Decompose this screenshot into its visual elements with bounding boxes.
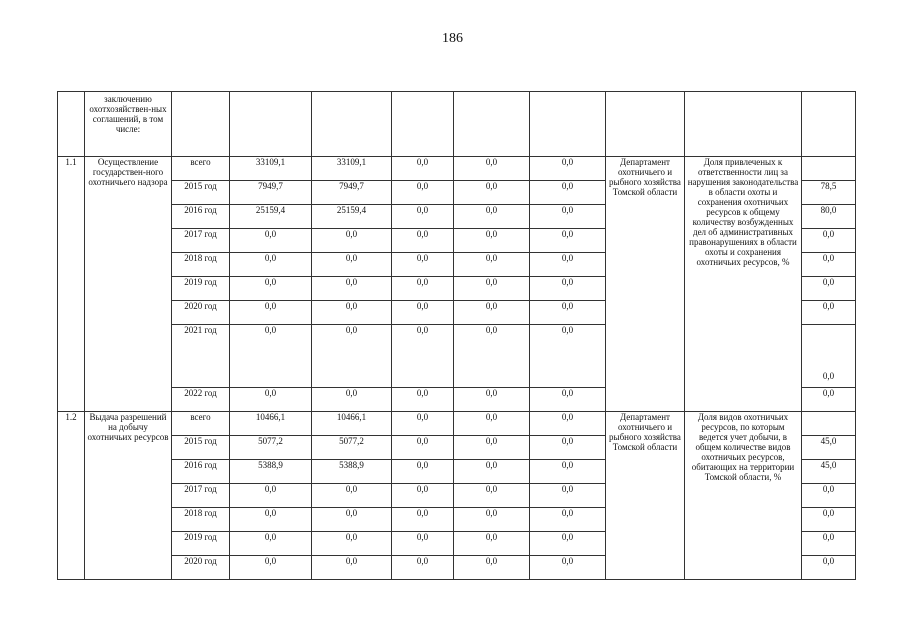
year-cell: всего [172, 412, 230, 436]
value-cell: 33109,1 [230, 157, 312, 181]
value-cell: 0,0 [312, 484, 392, 508]
target-value-cell: 0,0 [802, 484, 856, 508]
value-cell: 0,0 [454, 325, 530, 388]
value-cell: 0,0 [230, 532, 312, 556]
value-cell: 0,0 [454, 460, 530, 484]
value-cell: 0,0 [454, 157, 530, 181]
value-cell: 0,0 [392, 301, 454, 325]
continuation-row [58, 92, 856, 157]
target-value-cell: 45,0 [802, 436, 856, 460]
year-cell: 2018 год [172, 508, 230, 532]
value-cell: 0,0 [312, 556, 392, 580]
year-cell: 2016 год [172, 460, 230, 484]
value-cell: 0,0 [392, 181, 454, 205]
value-cell: 0,0 [454, 205, 530, 229]
value-cell: 0,0 [530, 181, 606, 205]
target-value-cell: 0,0 [802, 508, 856, 532]
value-cell: 0,0 [392, 277, 454, 301]
value-cell: 0,0 [392, 325, 454, 388]
value-cell: 0,0 [454, 532, 530, 556]
value-cell: 0,0 [454, 181, 530, 205]
value-cell: 0,0 [454, 436, 530, 460]
page-number: 186 [442, 31, 463, 46]
value-cell: 7949,7 [312, 181, 392, 205]
target-value-cell: 0,0 [802, 301, 856, 325]
target-value-cell: 0,0 [802, 556, 856, 580]
value-cell: 0,0 [312, 301, 392, 325]
value-cell: 10466,1 [312, 412, 392, 436]
year-cell: 2021 год [172, 325, 230, 388]
value-cell: 0,0 [312, 508, 392, 532]
value-cell: 0,0 [530, 388, 606, 412]
year-cell: 2015 год [172, 436, 230, 460]
value-cell: 0,0 [454, 412, 530, 436]
value-cell: 0,0 [230, 253, 312, 277]
value-cell: 0,0 [454, 229, 530, 253]
section-name: Осуществление государствен-ного охотничьего надзора [85, 157, 172, 412]
value-cell: 0,0 [530, 412, 606, 436]
value-cell: 0,0 [454, 253, 530, 277]
target-value-cell: 78,5 [802, 181, 856, 205]
value-cell: 0,0 [530, 436, 606, 460]
year-cell: 2017 год [172, 484, 230, 508]
value-cell: 0,0 [530, 532, 606, 556]
value-cell: 0,0 [530, 508, 606, 532]
target-value-cell: 0,0 [802, 388, 856, 412]
target-value-cell [802, 412, 856, 436]
value-cell: 0,0 [230, 301, 312, 325]
program-activities-table [57, 91, 856, 580]
responsible-executor: Департамент охотничьего и рыбного хозяйства Томской области [606, 157, 685, 412]
target-value-cell: 80,0 [802, 205, 856, 229]
value-cell: 0,0 [312, 325, 392, 388]
value-cell: 0,0 [312, 388, 392, 412]
value-cell: 0,0 [530, 157, 606, 181]
value-cell: 0,0 [392, 412, 454, 436]
value-cell: 0,0 [230, 484, 312, 508]
value-cell: 0,0 [230, 388, 312, 412]
section-index: 1.1 [58, 157, 85, 412]
year-cell: 2017 год [172, 229, 230, 253]
value-cell: 0,0 [530, 325, 606, 388]
year-cell: 2016 год [172, 205, 230, 229]
value-cell: 0,0 [454, 508, 530, 532]
value-cell: 0,0 [530, 556, 606, 580]
value-cell: 0,0 [392, 484, 454, 508]
value-cell: 5388,9 [312, 460, 392, 484]
value-cell: 10466,1 [230, 412, 312, 436]
value-cell: 0,0 [392, 508, 454, 532]
value-cell: 0,0 [454, 277, 530, 301]
value-cell: 0,0 [530, 277, 606, 301]
continuation-text: заключению охотхозяйствен-ных соглашений, в том числе: [85, 92, 172, 157]
target-value-cell: 0,0 [802, 253, 856, 277]
value-cell: 0,0 [530, 484, 606, 508]
value-cell: 0,0 [392, 229, 454, 253]
value-cell: 0,0 [392, 460, 454, 484]
target-value-cell: 0,0 [802, 229, 856, 253]
value-cell: 0,0 [454, 301, 530, 325]
value-cell: 0,0 [230, 277, 312, 301]
value-cell: 0,0 [392, 253, 454, 277]
index-cell [58, 92, 85, 157]
indicator-name: Доля видов охотничьих ресурсов, по которым ведется учет добычи, в общем количестве видов охотничьих ресурсов, обитающих на территории Томской области, % [685, 412, 802, 580]
value-cell: 0,0 [230, 508, 312, 532]
target-value-cell: 0,0 [802, 532, 856, 556]
year-cell: 2020 год [172, 556, 230, 580]
value-cell: 25159,4 [230, 205, 312, 229]
value-cell: 0,0 [530, 301, 606, 325]
value-cell: 0,0 [230, 325, 312, 388]
target-value-cell: 0,0 [802, 277, 856, 301]
value-cell: 33109,1 [312, 157, 392, 181]
value-cell: 0,0 [312, 253, 392, 277]
value-cell: 0,0 [392, 532, 454, 556]
value-cell: 0,0 [530, 253, 606, 277]
value-cell: 0,0 [392, 436, 454, 460]
value-cell: 0,0 [530, 205, 606, 229]
year-cell: 2022 год [172, 388, 230, 412]
value-cell: 0,0 [392, 388, 454, 412]
year-cell: 2015 год [172, 181, 230, 205]
value-cell: 0,0 [454, 556, 530, 580]
value-cell: 0,0 [312, 277, 392, 301]
year-cell: 2020 год [172, 301, 230, 325]
value-cell: 5077,2 [230, 436, 312, 460]
section-name: Выдача разрешений на добычу охотничьих ресурсов [85, 412, 172, 580]
value-cell: 0,0 [392, 556, 454, 580]
value-cell: 7949,7 [230, 181, 312, 205]
target-value-cell [802, 157, 856, 181]
value-cell: 0,0 [454, 484, 530, 508]
value-cell: 25159,4 [312, 205, 392, 229]
value-cell: 0,0 [392, 157, 454, 181]
value-cell: 0,0 [230, 556, 312, 580]
value-cell: 0,0 [392, 205, 454, 229]
year-cell: 2019 год [172, 277, 230, 301]
year-cell: 2019 год [172, 532, 230, 556]
value-cell: 0,0 [454, 388, 530, 412]
target-value-cell: 0,0 [802, 325, 856, 388]
indicator-name: Доля привлеченых к ответственности лиц за нарушения законодательства в области охоты и сохранения охотничьих ресурсов к общему количеству возбужденных дел об административных правонарушениях в области охоты и сохранения охотничьих ресурсов, % [685, 157, 802, 412]
value-cell: 5388,9 [230, 460, 312, 484]
section-index: 1.2 [58, 412, 85, 580]
table-row [58, 412, 856, 436]
table-row [58, 157, 856, 181]
value-cell: 0,0 [312, 532, 392, 556]
value-cell: 0,0 [530, 460, 606, 484]
value-cell: 5077,2 [312, 436, 392, 460]
value-cell: 0,0 [230, 229, 312, 253]
value-cell: 0,0 [530, 229, 606, 253]
year-cell: всего [172, 157, 230, 181]
responsible-executor: Департамент охотничьего и рыбного хозяйства Томской области [606, 412, 685, 580]
year-cell: 2018 год [172, 253, 230, 277]
target-value-cell: 45,0 [802, 460, 856, 484]
value-cell: 0,0 [312, 229, 392, 253]
